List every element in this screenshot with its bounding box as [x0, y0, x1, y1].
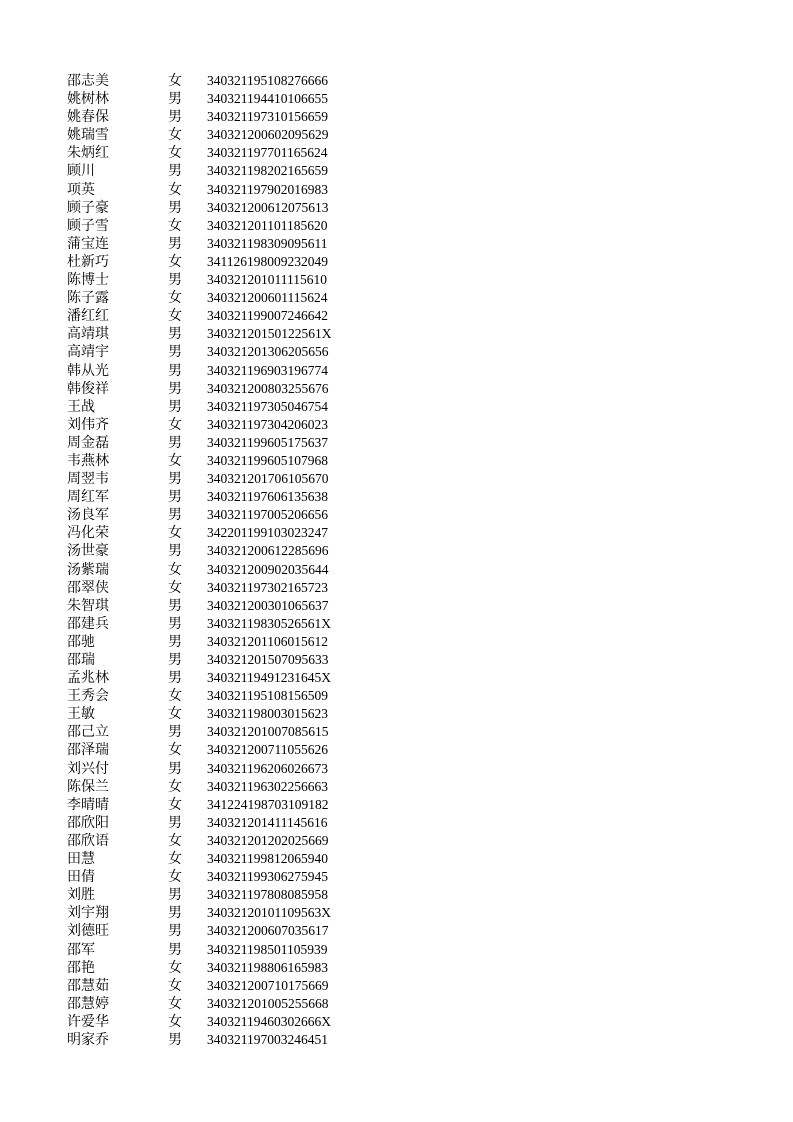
id-number-cell: 340321197005206656 [207, 507, 328, 523]
name-cell: 蒲宝连 [67, 235, 109, 252]
name-cell: 邵欣语 [67, 832, 109, 849]
id-number-cell: 340321197003246451 [207, 1031, 328, 1047]
name-cell: 邵艳 [67, 959, 95, 976]
id-number-cell: 340321200710175669 [207, 977, 329, 993]
name-cell: 陈保兰 [67, 778, 109, 795]
id-number-cell: 34032119830526561X [207, 615, 331, 631]
name-cell: 姚瑞雪 [67, 127, 109, 144]
name-cell: 汤良军 [67, 507, 109, 524]
table-row [0, 778, 793, 796]
gender-cell: 男 [168, 398, 182, 415]
table-row [0, 325, 793, 343]
id-number-cell: 340321199306275945 [207, 869, 328, 885]
id-number-cell: 340321197701165624 [207, 145, 328, 161]
table-row [0, 289, 793, 307]
gender-cell: 女 [168, 217, 182, 234]
gender-cell: 女 [168, 796, 182, 813]
name-cell: 朱炳红 [67, 145, 109, 162]
gender-cell: 男 [168, 489, 182, 506]
table-row [0, 1031, 793, 1049]
table-row [0, 162, 793, 180]
name-cell: 周翌韦 [67, 471, 109, 488]
id-number-cell: 340321200612285696 [207, 543, 329, 559]
gender-cell: 女 [168, 742, 182, 759]
gender-cell: 男 [168, 633, 182, 650]
table-row [0, 488, 793, 506]
name-cell: 刘兴付 [67, 760, 109, 777]
table-row [0, 90, 793, 108]
table-row [0, 741, 793, 759]
gender-cell: 女 [168, 525, 182, 542]
name-cell: 邵驰 [67, 633, 95, 650]
id-number-cell: 340321200602095629 [207, 127, 329, 143]
name-cell: 邵己立 [67, 724, 109, 741]
name-cell: 高靖琪 [67, 326, 109, 343]
table-row [0, 181, 793, 199]
name-cell: 邵慧茹 [67, 977, 109, 994]
table-row [0, 398, 793, 416]
id-number-cell: 340321198501105939 [207, 941, 328, 957]
name-cell: 韩从光 [67, 362, 109, 379]
id-number-cell: 34032120150122561X [207, 326, 332, 342]
gender-cell: 男 [168, 652, 182, 668]
table-row [0, 434, 793, 452]
name-cell: 周红军 [67, 489, 109, 506]
id-number-cell: 340321199605107968 [207, 452, 328, 468]
gender-cell: 男 [168, 507, 182, 524]
id-number-cell: 340321195108276666 [207, 73, 328, 88]
table-row [0, 651, 793, 669]
gender-cell: 男 [168, 670, 182, 687]
gender-cell: 女 [168, 452, 182, 469]
id-number-cell: 340321197808085958 [207, 887, 328, 903]
id-number-cell: 340321200803255676 [207, 380, 329, 396]
id-number-cell: 341224198703109182 [207, 796, 329, 812]
name-cell: 刘德旺 [67, 923, 109, 940]
name-cell: 韦燕林 [67, 452, 109, 469]
name-cell: 顾川 [67, 163, 95, 180]
table-row [0, 995, 793, 1013]
table-row [0, 144, 793, 162]
name-cell: 刘胜 [67, 887, 95, 904]
table-row [0, 470, 793, 488]
id-number-cell: 340321200711055626 [207, 742, 328, 758]
id-number-cell: 34032120101109563X [207, 905, 331, 921]
gender-cell: 男 [168, 272, 182, 289]
name-cell: 汤世豪 [67, 543, 109, 560]
table-row [0, 126, 793, 144]
id-number-cell: 340321201706105670 [207, 471, 329, 487]
id-number-cell: 340321200902035644 [207, 561, 329, 577]
id-number-cell: 340321201005255668 [207, 995, 329, 1011]
name-cell: 明家乔 [67, 1031, 109, 1048]
name-cell: 韩俊祥 [67, 380, 109, 397]
table-row [0, 1013, 793, 1031]
name-cell: 邵志美 [67, 73, 109, 89]
id-number-cell: 340321199812065940 [207, 851, 328, 867]
gender-cell: 男 [168, 199, 182, 216]
id-number-cell: 34032119460302666X [207, 1013, 331, 1029]
id-number-cell: 340321198003015623 [207, 706, 328, 722]
name-cell: 邵瑞 [67, 652, 95, 668]
name-cell: 邵军 [67, 941, 95, 958]
name-cell: 孟兆林 [67, 670, 109, 687]
table-row [0, 579, 793, 597]
table-row [0, 959, 793, 977]
name-cell: 邵欣阳 [67, 814, 109, 831]
table-row [0, 307, 793, 325]
table-row [0, 922, 793, 940]
gender-cell: 男 [168, 344, 182, 361]
table-row [0, 904, 793, 922]
gender-cell: 女 [168, 995, 182, 1012]
name-cell: 项英 [67, 181, 95, 198]
name-cell: 王敏 [67, 706, 95, 723]
id-number-cell: 340321200607035617 [207, 923, 329, 939]
table-row [0, 941, 793, 959]
id-number-cell: 340321201106015612 [207, 633, 328, 649]
gender-cell: 男 [168, 326, 182, 343]
table-row [0, 271, 793, 289]
id-number-cell: 340321197304206023 [207, 416, 328, 432]
gender-cell: 男 [168, 597, 182, 614]
id-number-cell: 342201199103023247 [207, 525, 328, 541]
table-row [0, 217, 793, 235]
gender-cell: 女 [168, 706, 182, 723]
id-number-cell: 340321201101185620 [207, 217, 328, 233]
id-number-cell: 340321198309095611 [207, 235, 328, 251]
id-number-cell: 34032119491231645X [207, 670, 331, 686]
name-cell: 邵建兵 [67, 615, 109, 632]
gender-cell: 男 [168, 543, 182, 560]
name-cell: 杜新巧 [67, 253, 109, 270]
id-number-cell: 340321198806165983 [207, 959, 328, 975]
id-number-cell: 341126198009232049 [207, 253, 328, 269]
name-cell: 潘红红 [67, 308, 109, 325]
gender-cell: 女 [168, 253, 182, 270]
gender-cell: 男 [168, 471, 182, 488]
name-cell: 王战 [67, 398, 95, 415]
id-number-cell: 340321199007246642 [207, 308, 328, 324]
id-number-cell: 340321196206026673 [207, 760, 328, 776]
name-cell: 王秀会 [67, 688, 109, 705]
gender-cell: 女 [168, 145, 182, 162]
table-row [0, 597, 793, 615]
gender-cell: 男 [168, 760, 182, 777]
table-row [0, 108, 793, 126]
gender-cell: 男 [168, 814, 182, 831]
table-row [0, 615, 793, 633]
table-row [0, 832, 793, 850]
id-number-cell: 340321194410106655 [207, 91, 328, 107]
name-cell: 陈博士 [67, 272, 109, 289]
id-number-cell: 340321196302256663 [207, 778, 328, 794]
table-row [0, 452, 793, 470]
gender-cell: 女 [168, 73, 182, 89]
name-cell: 刘伟齐 [67, 416, 109, 433]
table-row [0, 561, 793, 579]
name-cell: 邵翠侠 [67, 579, 109, 596]
gender-cell: 男 [168, 362, 182, 379]
gender-cell: 女 [168, 778, 182, 795]
name-cell: 田倩 [67, 869, 95, 886]
table-row [0, 542, 793, 560]
gender-cell: 男 [168, 163, 182, 180]
table-row [0, 705, 793, 723]
table-row [0, 669, 793, 687]
gender-cell: 女 [168, 127, 182, 144]
table-row [0, 524, 793, 542]
table-row [0, 814, 793, 832]
table-row [0, 343, 793, 361]
table-row [0, 199, 793, 217]
gender-cell: 男 [168, 434, 182, 451]
name-cell: 姚树林 [67, 91, 109, 108]
table-row [0, 253, 793, 271]
table-row [0, 416, 793, 434]
id-number-cell: 340321201202025669 [207, 832, 329, 848]
table-row [0, 796, 793, 814]
gender-cell: 男 [168, 887, 182, 904]
table-row [0, 72, 793, 90]
name-cell: 顾子雪 [67, 217, 109, 234]
gender-cell: 女 [168, 416, 182, 433]
gender-cell: 男 [168, 941, 182, 958]
id-number-cell: 340321199605175637 [207, 434, 328, 450]
gender-cell: 女 [168, 561, 182, 578]
gender-cell: 女 [168, 688, 182, 705]
table-row [0, 633, 793, 651]
gender-cell: 男 [168, 615, 182, 632]
gender-cell: 男 [168, 235, 182, 252]
id-number-cell: 340321201306205656 [207, 344, 329, 360]
name-cell: 李晴晴 [67, 796, 109, 813]
id-number-cell: 340321197902016983 [207, 181, 328, 197]
id-number-cell: 340321197310156659 [207, 109, 328, 125]
table-row [0, 886, 793, 904]
name-cell: 汤紫瑞 [67, 561, 109, 578]
table-row [0, 380, 793, 398]
table-row [0, 760, 793, 778]
gender-cell: 女 [168, 869, 182, 886]
table-row [0, 977, 793, 995]
name-cell: 陈子露 [67, 290, 109, 307]
name-cell: 顾子豪 [67, 199, 109, 216]
gender-cell: 男 [168, 923, 182, 940]
gender-cell: 女 [168, 851, 182, 868]
name-cell: 许爱华 [67, 1013, 109, 1030]
name-cell: 高靖宇 [67, 344, 109, 361]
gender-cell: 女 [168, 977, 182, 994]
gender-cell: 男 [168, 905, 182, 922]
gender-cell: 女 [168, 579, 182, 596]
gender-cell: 男 [168, 109, 182, 126]
gender-cell: 男 [168, 1031, 182, 1048]
gender-cell: 女 [168, 181, 182, 198]
gender-cell: 男 [168, 724, 182, 741]
name-cell: 田慧 [67, 851, 95, 868]
id-number-cell: 340321200301065637 [207, 597, 329, 613]
name-cell: 刘宇翔 [67, 905, 109, 922]
id-number-cell: 340321197305046754 [207, 398, 328, 414]
name-cell: 周金磊 [67, 434, 109, 451]
id-number-cell: 340321195108156509 [207, 688, 328, 704]
id-number-cell: 340321198202165659 [207, 163, 328, 179]
id-number-cell: 340321201011115610 [207, 272, 327, 288]
id-number-cell: 340321201507095633 [207, 652, 329, 667]
gender-cell: 男 [168, 380, 182, 397]
table-row [0, 687, 793, 705]
gender-cell: 女 [168, 1013, 182, 1030]
gender-cell: 女 [168, 959, 182, 976]
id-number-cell: 340321200612075613 [207, 199, 329, 215]
id-number-cell: 340321196903196774 [207, 362, 328, 378]
name-cell: 冯化荣 [67, 525, 109, 542]
id-number-cell: 340321200601115624 [207, 290, 328, 306]
id-number-cell: 340321201007085615 [207, 724, 329, 740]
table-row [0, 235, 793, 253]
name-cell: 邵慧婷 [67, 995, 109, 1012]
table-row [0, 506, 793, 524]
id-number-cell: 340321201411145616 [207, 814, 328, 830]
table-row [0, 868, 793, 886]
table-row [0, 362, 793, 380]
name-cell: 邵泽瑞 [67, 742, 109, 759]
roster-table [0, 72, 793, 1049]
table-row [0, 850, 793, 868]
table-row [0, 723, 793, 741]
name-cell: 朱智琪 [67, 597, 109, 614]
id-number-cell: 340321197302165723 [207, 579, 328, 595]
id-number-cell: 340321197606135638 [207, 489, 328, 505]
gender-cell: 男 [168, 91, 182, 108]
name-cell: 姚春保 [67, 109, 109, 126]
gender-cell: 女 [168, 290, 182, 307]
gender-cell: 女 [168, 308, 182, 325]
gender-cell: 女 [168, 832, 182, 849]
